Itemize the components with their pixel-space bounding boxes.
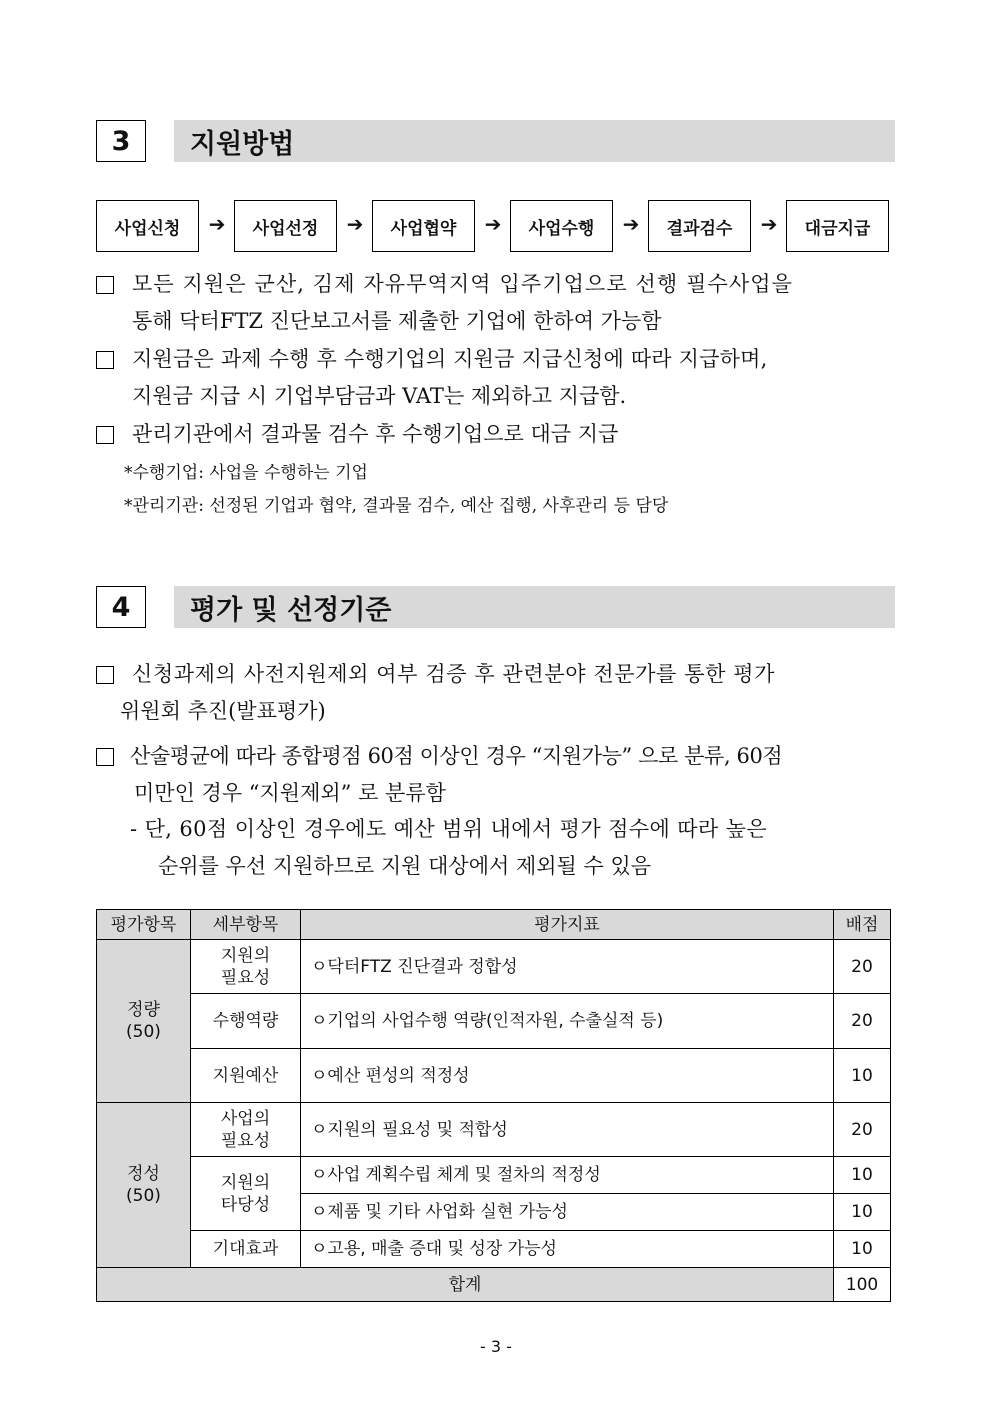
item-cell: 기대효과 [191, 1231, 301, 1268]
page-number: - 3 - [480, 1337, 512, 1356]
score-cell: 20 [834, 940, 891, 994]
checkbox-square-icon [96, 426, 114, 444]
checkbox-square-icon [96, 748, 114, 766]
section-3-header [96, 120, 895, 164]
score-cell: 20 [834, 994, 891, 1049]
bullet-item [96, 656, 896, 730]
score-cell: 10 [834, 1231, 891, 1268]
arrow-icon: ➔ [760, 212, 778, 236]
group-name: 정량 [127, 1000, 160, 1020]
arrow-icon: ➔ [484, 212, 502, 236]
group-sub: (50) [126, 1186, 161, 1206]
total-label: 합계 [97, 1268, 834, 1302]
evaluation-table [96, 909, 891, 1302]
bullet-item [96, 341, 896, 415]
table-row [97, 994, 891, 1049]
item-cell: 지원의 필요성 [191, 940, 301, 994]
group-cell [97, 1103, 191, 1268]
dash-note-line: - 단, 60점 이상인 경우에도 예산 범위 내에서 평가 점수에 따라 높은 [130, 817, 768, 841]
bullet-text: 지원금은 과제 수행 후 수행기업의 지원금 지급신청에 따라 지급하며, [132, 347, 768, 371]
score-cell: 10 [834, 1157, 891, 1194]
section-3-title: 지원방법 [174, 120, 895, 162]
checkbox-square-icon [96, 666, 114, 684]
table-header: 평가항목 [97, 910, 191, 940]
indicator-cell: ㅇ사업 계획수립 체계 및 절차의 적정성 [301, 1157, 834, 1194]
table-header: 배점 [834, 910, 891, 940]
table-row [97, 940, 891, 994]
item-cell: 지원예산 [191, 1049, 301, 1103]
arrow-icon: ➔ [346, 212, 364, 236]
group-cell [97, 940, 191, 1103]
arrow-icon: ➔ [622, 212, 640, 236]
table-row [97, 1231, 891, 1268]
indicator-cell: ㅇ지원의 필요성 및 적합성 [301, 1103, 834, 1157]
bullet-text: 통해 닥터FTZ 진단보고서를 제출한 기업에 한하여 가능함 [132, 309, 662, 333]
table-total-row [97, 1268, 891, 1302]
bullet-item [96, 416, 896, 453]
checkbox-square-icon [96, 276, 114, 294]
flow-step-2: 사업선정 [234, 200, 337, 252]
flow-step-3: 사업협약 [372, 200, 475, 252]
bullet-item [96, 738, 896, 812]
indicator-cell: ㅇ예산 편성의 적정성 [301, 1049, 834, 1103]
note-text: *관리기관: 선정된 기업과 협약, 결과물 검수, 예산 집행, 사후관리 등 담당 [124, 496, 669, 516]
indicator-cell: ㅇ제품 및 기타 사업화 실현 가능성 [301, 1194, 834, 1231]
item-cell: 사업의 필요성 [191, 1103, 301, 1157]
item-cell: 지원의 타당성 [191, 1157, 301, 1231]
flow-step-6: 대금지급 [786, 200, 889, 252]
checkbox-square-icon [96, 351, 114, 369]
dash-note-line: 순위를 우선 지원하므로 지원 대상에서 제외될 수 있음 [158, 854, 652, 878]
indicator-cell: ㅇ고용, 매출 증대 및 성장 가능성 [301, 1231, 834, 1268]
flow-step-5: 결과검수 [648, 200, 751, 252]
process-flow [96, 200, 888, 252]
table-row [97, 1157, 891, 1194]
bullet-text: 산술평균에 따라 종합평점 60점 이상인 경우 “지원가능” 으로 분류, 60점 [130, 744, 783, 768]
score-cell: 10 [834, 1049, 891, 1103]
flow-step-4: 사업수행 [510, 200, 613, 252]
total-score: 100 [834, 1268, 891, 1302]
table-row [97, 1103, 891, 1157]
score-cell: 10 [834, 1194, 891, 1231]
score-cell: 20 [834, 1103, 891, 1157]
group-sub: (50) [126, 1022, 161, 1042]
section-4-number: 4 [96, 586, 146, 628]
bullet-text: 위원회 추진(발표평가) [120, 699, 326, 723]
group-name: 정성 [127, 1164, 160, 1184]
table-header: 평가지표 [301, 910, 834, 940]
section-4-header [96, 586, 895, 630]
bullet-text: 신청과제의 사전지원제외 여부 검증 후 관련분야 전문가를 통한 평가 [132, 662, 776, 686]
section-4-title: 평가 및 선정기준 [174, 586, 895, 628]
bullet-text: 미만인 경우 “지원제외” 로 분류함 [134, 781, 446, 805]
item-cell: 수행역량 [191, 994, 301, 1049]
arrow-icon: ➔ [208, 212, 226, 236]
indicator-cell: ㅇ닥터FTZ 진단결과 정합성 [301, 940, 834, 994]
section-3-number: 3 [96, 120, 146, 162]
table-header: 세부항목 [191, 910, 301, 940]
note-text: *수행기업: 사업을 수행하는 기업 [124, 463, 368, 483]
indicator-cell: ㅇ기업의 사업수행 역량(인적자원, 수출실적 등) [301, 994, 834, 1049]
table-row [97, 1049, 891, 1103]
bullet-text: 모든 지원은 군산, 김제 자유무역지역 입주기업으로 선행 필수사업을 [132, 272, 794, 296]
bullet-text: 관리기관에서 결과물 검수 후 수행기업으로 대금 지급 [132, 422, 619, 446]
bullet-item [96, 266, 896, 340]
bullet-text: 지원금 지급 시 기업부담금과 VAT는 제외하고 지급함. [132, 384, 627, 408]
flow-step-1: 사업신청 [96, 200, 199, 252]
